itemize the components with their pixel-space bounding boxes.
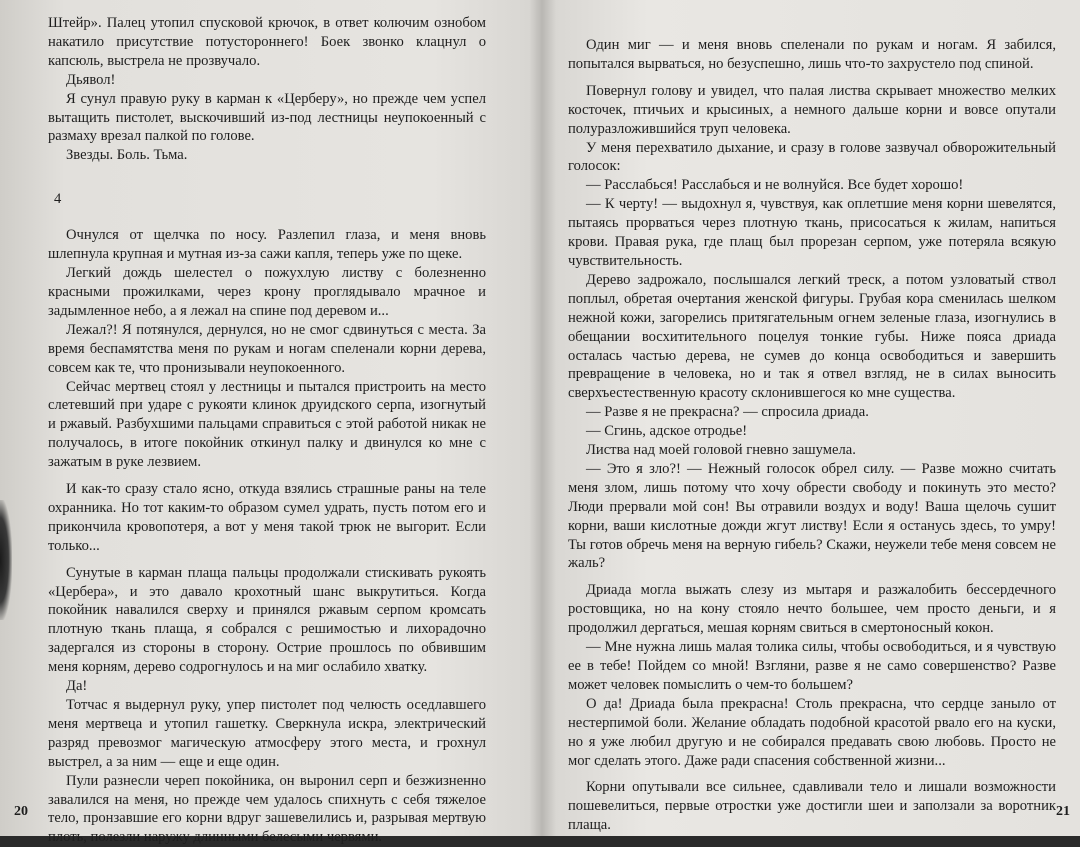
paragraph: Да! xyxy=(66,678,88,695)
paragraph-gap xyxy=(48,556,486,564)
page-number-left: 20 xyxy=(14,804,28,819)
paragraph: Легкий дождь шелестел о пожухлую листву с болезненно красными прожилками, через крону проглядывало мрачное и задымленное небо, а я лежал на спине под деревом и... xyxy=(48,265,486,319)
paragraph: Очнулся от щелчка по носу. Разлепил глаза, и меня вновь шлепнула крупная и мутная из-за сажи капля, теперь уже по щеке. xyxy=(48,227,486,263)
right-page xyxy=(540,0,1080,836)
paragraph: — Это я зло?! — Нежный голосок обрел силу. — Разве можно считать меня злом, лишь потому что хочу обрести свободу и покинуть это место? Люди прервали мой сон! Вы отравили воздух и воду! Ваша щелочь сушит корни, ваши кислотные дожди жгут листву! Если я останусь здесь, то умру! Ты готов обречь меня на верную гибель? Скажи, неужели тебе меня совсем не жаль? xyxy=(568,460,1056,572)
paragraph: Сунутые в карман плаща пальцы продолжали стискивать рукоять «Цербера», и это давало крохотный шанс выкрутиться. Когда покойник навалился сверху и принялся ржавым серпом кромсать плотную ткань плаща, я собрался с решимостью и лихорадочно задергался из стороны в сторону. Острие прошлось по обвившим меня корням, дерево содрогнулось и на миг ослабило хватку. xyxy=(48,564,486,676)
paragraph: Корни опутывали все сильнее, сдавливали тело и лишали возможности пошевелиться, первые отростки уже достигли шеи и заползали за воротник плаща. xyxy=(568,779,1056,834)
paragraph: Штейр». Палец утопил спусковой крючок, в ответ колючим ознобом накатило присутствие потустороннего! Боек звонко клацнул о капсюль, выстрела не прозвучало. xyxy=(48,15,486,69)
paragraph: Тотчас я выдернул руку, упер пистолет под челюсть оседлавшего меня мертвеца и утопил гашетку. Сверкнула искра, электрический разряд превозмог магическую атмосферу этого места, и грохнул выстрел, а за ним — еще и еще один. xyxy=(48,697,486,770)
paragraph: — К черту! — выдохнул я, чувствуя, как оплетшие меня корни шевелятся, пытаясь прорваться через плотную ткань, присосаться к жилам, напиться крови. Правая рука, где плащ был прорезан серпом, уже потеряла всякую чувствительность. xyxy=(568,196,1056,269)
paragraph: О да! Дриада была прекрасна! Столь прекрасна, что сердце заныло от нестерпимой боли. Желание обладать подобной красотой рвало его на куски, но я уже любил другую и не собирался предавать свою любовь. Просто не мог сделать этого. Даже ради спасения собственной жизни... xyxy=(568,695,1056,769)
left-page xyxy=(0,0,530,846)
paragraph: — Расслабься! Расслабься и не волнуйся. Все будет хорошо! xyxy=(586,177,964,194)
paragraph: — Мне нужна лишь малая толика силы, чтобы освободиться, и я чувствую ее в тебе! Пойдем со мной! Взгляни, разве я не само совершенство? Разве может человек помыслить о чем-то большем? xyxy=(568,639,1056,693)
paragraph: И как-то сразу стало ясно, откуда взялись страшные раны на теле охранника. Но тот каким-то образом сумел удрать, пусть потом его и прикончила кровопотеря, а вот у меня такой трюк не выгорит. Если только... xyxy=(48,481,486,554)
left-page-text-top xyxy=(48,14,486,165)
chapter-number: 4 xyxy=(54,191,62,208)
paragraph: Дерево задрожало, послышался легкий треск, а потом узловатый ствол поплыл, обретая очертания женской фигуры. Грубая кора сменилась шелком нежной кожи, загорелись притягательным огнем зеленые глаза, изогнулись в обещании восхитительного поцелуя тонкие губы. Ниже пояса дриада осталась частью дерева, не сумев до конца освободиться и завершить превращение в человека, но и так я отвел взгляд, не в силах выносить сверхъестественную красоту склонившегося ко мне существа. xyxy=(568,271,1056,402)
paragraph: Сейчас мертвец стоял у лестницы и пытался пристроить на место слетевший при ударе с рукояти клинок друидского серпа, изогнутый и ржавый. Разбухшими пальцами справиться с этой работой никак не получалось, в итоге покойник откинул палку и двинулся ко мне с зажатым в руке лезвием. xyxy=(48,378,486,471)
paragraph: Я сунул правую руку в карман к «Церберу», но прежде чем успел вытащить пистолет, выскочивший из-под лестницы неупокоенный с размаху врезал палкой по голове. xyxy=(48,90,486,145)
paragraph: Повернул голову и увидел, что палая листва скрывает множество мелких косточек, птичьих и крысиных, а немного дальше корни и вовсе опутали полуразложившийся труп человека. xyxy=(568,82,1056,137)
paragraph-gap xyxy=(568,573,1056,581)
paragraph: У меня перехватило дыхание, и сразу в голове зазвучал обворожительный голосок: xyxy=(568,139,1056,175)
paragraph: Дьявол! xyxy=(66,71,116,88)
paragraph: Лежал?! Я потянулся, дернулся, но не смог сдвинуться с места. За время беспамятства меня по рукам и ногам спеленали корни дерева, совсем как те, что пронизывали неупокоенного. xyxy=(48,321,486,376)
paragraph: Звезды. Боль. Тьма. xyxy=(66,147,188,164)
left-page-text-bottom xyxy=(48,226,486,847)
paragraph-gap xyxy=(568,74,1056,82)
paragraph: Листва над моей головой гневно зашумела. xyxy=(586,442,856,459)
paragraph: — Сгинь, адское отродье! xyxy=(586,423,748,440)
paragraph-gap xyxy=(48,472,486,480)
paragraph: Дриада могла выжать слезу из мытаря и разжалобить бессердечного ростовщика, но на кону стояло нечто большее, чем просто деньги, и я продолжил дергаться, мешая корням свиться в смертоносный кокон. xyxy=(568,582,1056,637)
page-number-right: 21 xyxy=(1056,804,1070,819)
paragraph-gap xyxy=(568,770,1056,778)
paragraph: Один миг — и меня вновь спеленали по рукам и ногам. Я забился, попытался вырваться, но безуспешно, лишь что-то захрустело под спиной. xyxy=(568,37,1056,72)
paragraph: — Разве я не прекрасна? — спросила дриада. xyxy=(586,404,869,421)
right-page-text xyxy=(568,36,1056,835)
paragraph: Пули разнесли череп покойника, он выронил серп и безжизненно завалился на меня, но прежде чем удалось спихнуть с себя тяжелое тело, пронзавшие его корни вдруг зашевелились и, разрывая мертвую плоть, полезли наружу длинными белесыми червями. xyxy=(48,772,486,846)
